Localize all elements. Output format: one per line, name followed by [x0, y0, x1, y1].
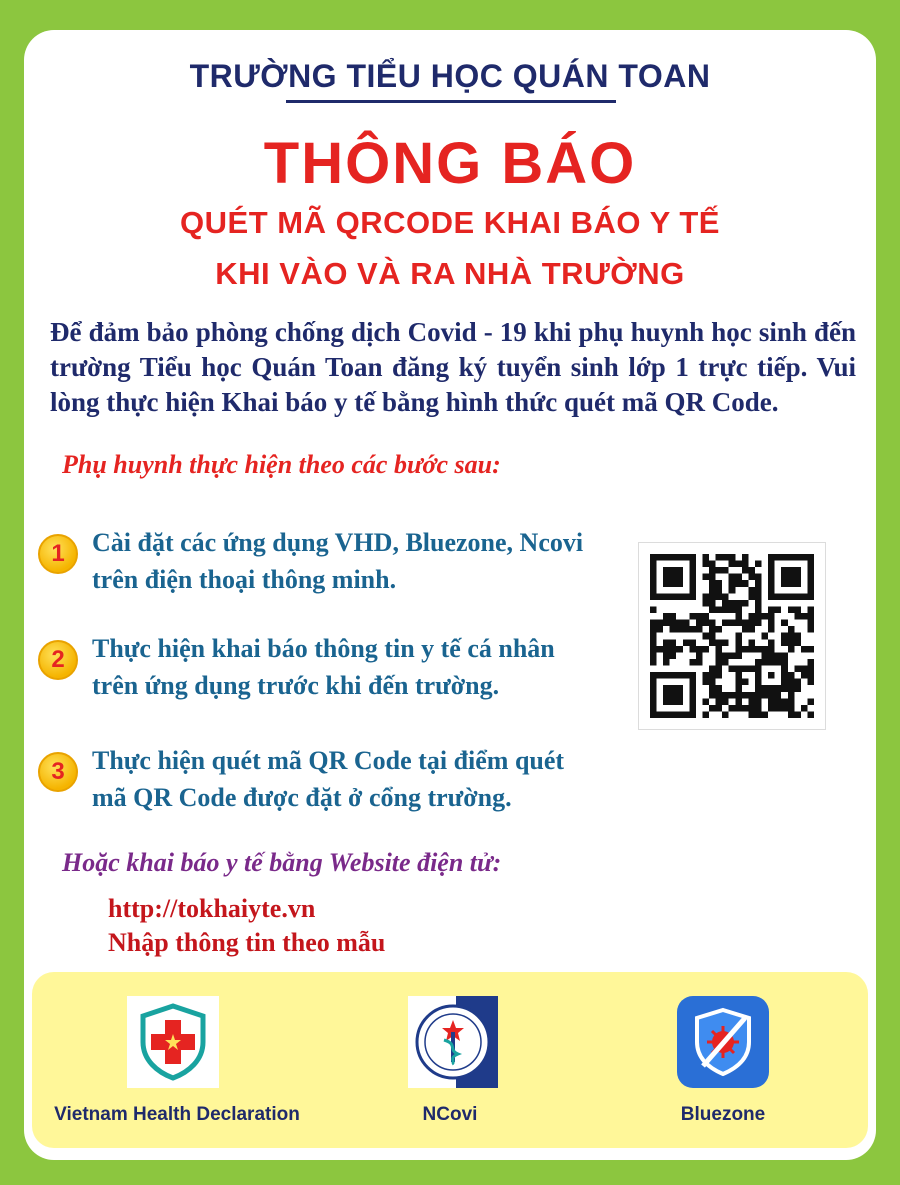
step-line: Thực hiện quét mã QR Code tại điểm quét [92, 746, 565, 775]
step-line: trên ứng dụng trước khi đến trường. [92, 671, 500, 700]
website-instruction: Nhập thông tin theo mẫu [108, 928, 386, 957]
step-text [92, 524, 632, 598]
intro-paragraph: Để đảm bảo phòng chống dịch Covid - 19 khi phụ huynh học sinh đến trường Tiểu học Quán Toan đăng ký tuyển sinh lớp 1 trực tiếp. Vui lòng thực hiện Khai báo y tế bằng hình thức quét mã QR Code. [50, 317, 856, 417]
notice-subtitle-line1: QUÉT MÃ QRCODE KHAI BÁO Y TẾ [180, 205, 720, 240]
step-text [92, 742, 632, 816]
apps-panel [32, 972, 868, 1148]
school-name: TRƯỜNG TIỂU HỌC QUÁN TOAN [189, 58, 711, 94]
step-number-badge: 3 [38, 752, 78, 792]
step-line: Cài đặt các ứng dụng VHD, Bluezone, Ncovi [92, 528, 584, 557]
website-heading: Hoặc khai báo y tế bằng Website điện tử: [62, 848, 502, 877]
vhd-shield-cross-icon [127, 996, 219, 1088]
notice-title: THÔNG BÁO [263, 131, 637, 196]
step-number-badge: 1 [38, 534, 78, 574]
notice-card [24, 30, 876, 1160]
school-name-underline [286, 100, 616, 103]
app-label: NCovi [422, 1104, 478, 1125]
step-line: mã QR Code được đặt ở cổng trường. [92, 783, 512, 812]
bluezone-shield-virus-icon [677, 996, 769, 1088]
website-url[interactable]: http://tokhaiyte.vn [108, 894, 316, 923]
qr-code-icon [650, 554, 814, 718]
step-number-badge: 2 [38, 640, 78, 680]
step-line: trên điện thoại thông minh. [92, 565, 397, 594]
steps-heading: Phụ huynh thực hiện theo các bước sau: [62, 450, 501, 479]
notice-subtitle-line2: KHI VÀO VÀ RA NHÀ TRƯỜNG [215, 256, 685, 291]
ncovi-logo-icon [408, 996, 498, 1088]
step-text [92, 630, 632, 704]
qr-code [638, 542, 826, 730]
app-label: Vietnam Health Declaration [54, 1104, 300, 1125]
app-label: Bluezone [680, 1104, 766, 1125]
step-line: Thực hiện khai báo thông tin y tế cá nhân [92, 634, 555, 663]
